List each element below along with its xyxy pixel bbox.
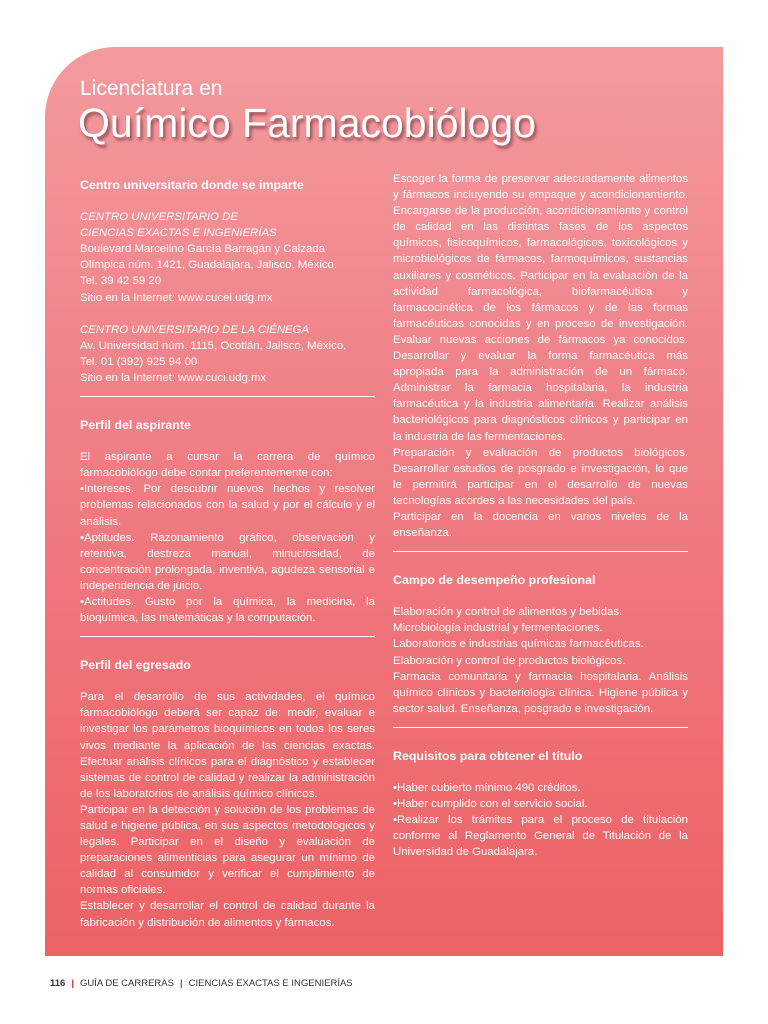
list-item: Farmacia comunitaria y farmacia hospitalaria. Análisis químico clínicos y bacteriología clínica. Higiene pública y sector salud. Enseñanza, posgrado e investigación. <box>393 670 688 715</box>
cucei-block <box>80 209 375 306</box>
egresado-paragraph-3: Establecer y desarrollar el control de calidad durante la fabricación y distribución de alimentos y fármacos. <box>80 900 375 929</box>
page-title: Químico Farmacobiólogo <box>78 100 537 146</box>
page-number: 116 <box>50 978 66 989</box>
section-heading-egresado: Perfil del egresado <box>80 658 191 673</box>
list-item: •Haber cumplido con el servicio social. <box>393 798 588 811</box>
footer-section: CIENCIAS EXACTAS E INGENIERÍAS <box>188 978 353 989</box>
page-subtitle: Licenciatura en <box>80 77 223 100</box>
egresado-paragraph-1: Para el desarrollo de sus actividades, el químico farmacobiólogo deberá ser capaz de: medir, evaluar e investigar los parámetros bioquímicos en todos los seres vivos mediante la aplicación de las ciencias exactas. Efectuar análisis clínicos para el diagnóstico y establecer sistemas de control de calidad y realizar la administración de los laboratorios de análisis químico clínicos. <box>80 691 375 800</box>
egresado-continuation-2: Preparación y evaluación de productos biológicos. Desarrollar estudios de posgrado e investigación, lo que le permitirá participar en el desarrollo de nuevas tecnologías acordes a las necesidades del país. <box>393 446 688 507</box>
section-heading-campo: Campo de desempeño profesional <box>393 573 596 588</box>
section-heading-requisitos: Requisitos para obtener el título <box>393 748 583 763</box>
cucei-web: Sitio en la Internet: www.cucei.udg.mx <box>80 291 273 304</box>
cuci-name: CENTRO UNIVERSITARIO DE LA CIÉNEGA <box>80 323 310 336</box>
list-item: •Haber cubierto mínimo 490 créditos. <box>393 782 581 794</box>
list-item: Laboratorios e industrias químicas farmacéuticas. <box>393 638 644 651</box>
aspirante-intereses: •Intereses. Por descubrir nuevos hechos y resolver problemas relacionados con la salud y por el cálculo y el análisis. <box>80 483 375 528</box>
section-heading-centro: Centro universitario donde se imparte <box>80 178 304 192</box>
aspirante-intro: El aspirante a cursar la carrera de químico farmacobiólogo debe contar preferentemente con: <box>80 451 375 480</box>
cuci-address: Av. Universidad núm. 1115, Ocotlán, Jalisco, México. <box>80 339 347 352</box>
cuci-block <box>80 322 375 386</box>
left-column <box>80 171 375 931</box>
footer-separator: | <box>179 978 183 989</box>
footer-separator: | <box>71 978 74 989</box>
cucei-name-line2: CIENCIAS EXACTAS E INGENIERÍAS <box>80 227 277 240</box>
cuci-web: Sitio en la Internet: www.cuci.udg.mx <box>80 371 267 384</box>
cuci-tel: Tel. 01 (392) 925 94 00 <box>80 355 198 368</box>
egresado-continuation-1: Escoger la forma de preservar adecuadamente alimentos y fármacos incluyendo su empaque y acondicionamiento. Encargarse de la producción, acondicionamiento y control de calidad en las distintas fases de los aspectos químicos, fisicoquímicos, farmacológicos, toxicológicos y microbiológicos de fármacos, farmoquímicos, sustancias auxiliares y cosméticos. Participar en la evaluación de la actividad farmacológica, biofarmacéutica y farmacocinética de los fármacos y de las formas farmacéuticas conocidas y en proceso de investigación. Evaluar nuevas acciones de fármacos ya conocidos. Desarrollar y evaluar la forma farmacéutica más apropiada para la administración de un fármaco. Administrar la farmacia hospitalaria, la industria farmacéutica y la industria alimentaria. Realizar análisis bacteriológicos para diagnósticos clínicos y participar en la industria de las fermentaciones. <box>393 173 688 443</box>
cucei-address-line1: Boulevard Marcelino García Barragán y Calzada <box>80 243 326 256</box>
egresado-paragraph-2: Participar en la detección y solución de los problemas de salud e higiene pública, en sus aspectos metodológicos y legales. Participar en el diseño y evaluación de preparaciones alimenticias para asegurar un mínimo de calidad al consumidor y verificar el cumplimiento de normas oficiales. <box>80 803 375 897</box>
page-footer <box>50 978 353 989</box>
campo-list <box>393 604 688 717</box>
cucei-address-line2: Olímpica núm. 1421, Guadalajara, Jalisco, México. <box>80 259 338 272</box>
divider <box>393 551 688 552</box>
aspirante-aptitudes: •Aptitudes. Razonamiento gráfico, observación y retentiva, destreza manual, minuciosidad, de concentración prolongada, inventiva, agudeza sensorial e independencia de juicio. <box>80 531 375 592</box>
footer-guide: GUÍA DE CARRERAS <box>80 978 174 989</box>
egresado-continuation-3: Participar en la docencia en varios niveles de la enseñanza. <box>393 510 688 540</box>
list-item: Elaboración y control de alimentos y bebidas. <box>393 606 623 619</box>
list-item: Microbiología industrial y fermentaciones. <box>393 622 603 635</box>
cucei-name-line1: CENTRO UNIVERSITARIO DE <box>80 211 239 224</box>
divider <box>80 396 375 397</box>
aspirante-actitudes: •Actitudes. Gusto por la química, la medicina, la bioquímica, las matemáticas y la computación. <box>80 595 375 625</box>
list-item: Elaboración y control de productos biológicos. <box>393 654 626 667</box>
cucei-tel: Tel. 39 42 59 20 <box>80 275 162 288</box>
spacer <box>80 306 375 322</box>
divider <box>393 727 688 728</box>
section-heading-aspirante: Perfil del aspirante <box>80 418 191 433</box>
divider <box>80 636 375 637</box>
requisitos-list <box>393 780 688 860</box>
right-column <box>393 171 688 860</box>
list-item: •Realizar los trámites para el proceso de titulación conforme al Reglamento General de Titulación de la Universidad de Guadalajara. <box>393 814 688 859</box>
